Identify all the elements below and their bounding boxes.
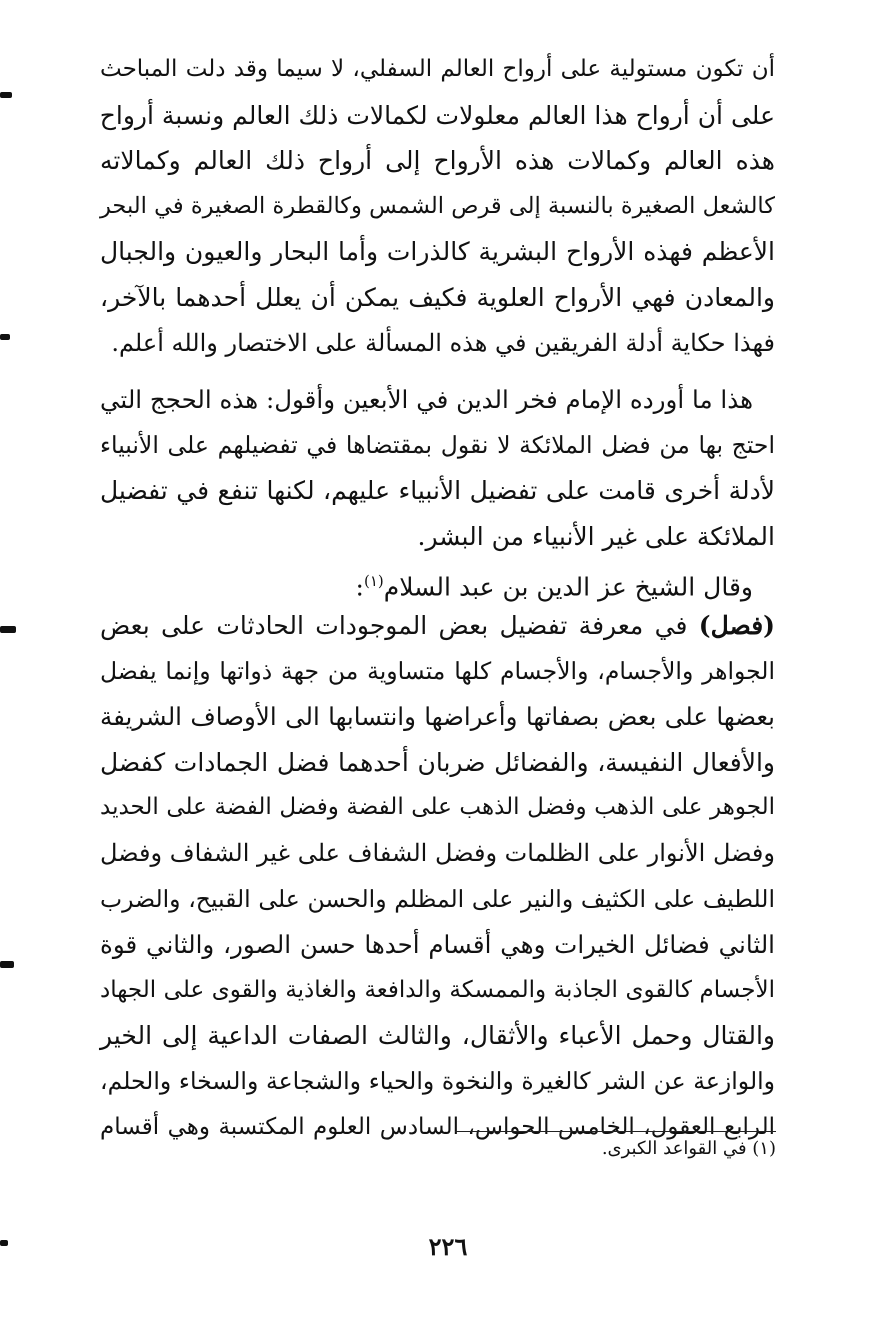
text-line: هذا ما أورده الإمام فخر الدين في الأبعين وأقول: هذه الحجج التي — [100, 385, 753, 414]
quote-intro-colon: : — [355, 572, 364, 602]
margin-mark — [0, 334, 10, 340]
section-heading: (فصل) — [698, 611, 775, 640]
margin-mark — [0, 626, 16, 633]
text-line: والقتال وحمل الأعباء والأثقال، والثالث الصفات الداعية إلى الخير — [100, 1021, 775, 1051]
text-line: كالشعل الصغيرة بالنسبة إلى قرص الشمس وكالقطرة الصغيرة في البحر — [100, 192, 775, 219]
text-line: والأفعال النفيسة، والفضائل ضربان أحدهما فضل الجمادات كفضل — [100, 747, 775, 777]
text-line: فهذا حكاية أدلة الفريقين في هذه المسألة على الاختصار والله أعلم. — [111, 328, 775, 357]
text-line: والمعادن فهي الأرواح العلوية فكيف يمكن أن يعلل أحدهما بالآخر، — [100, 282, 775, 312]
footnote-separator — [455, 1131, 776, 1132]
text-line: والوازعة عن الشر كالغيرة والنخوة والحياء والشجاعة والسخاء والحلم، — [100, 1066, 775, 1095]
text-line: الرابع العقول، الخامس الحواس، السادس العلوم المكتسبة وهي أقسام — [100, 1113, 775, 1140]
paragraph-middle — [100, 377, 775, 610]
text-line: الأجسام كالقوى الجاذبة والممسكة والدافعة والغاذية والقوى على الجهاد — [100, 976, 775, 1003]
section-fasl — [100, 603, 775, 1150]
section-first-line — [100, 603, 775, 649]
margin-mark — [0, 1240, 8, 1246]
text-line: الأعظم فهذه الأرواح البشرية كالذرات وأما البحار والعيون والجبال — [100, 237, 775, 267]
paragraph-top — [100, 47, 775, 366]
text-line: لأدلة أخرى قامت على تفضيل الأنبياء عليهم، لكنها تنفع في تفضيل — [100, 476, 775, 506]
footnote: (١) في القواعد الكبرى. — [601, 1138, 776, 1159]
text-line: وفضل الأنوار على الظلمات وفضل الشفاف على غير الشفاف وفضل — [100, 838, 775, 867]
quote-intro: وقال الشيخ عز الدين بن عبد السلام — [383, 572, 753, 602]
margin-mark — [0, 961, 14, 968]
section-first-line-text: في معرفة تفضيل بعض الموجودات الحادثات على بعض — [100, 611, 688, 640]
text-line: اللطيف على الكثيف والنير على المظلم والحسن على القبيح، والضرب — [100, 884, 775, 913]
text-line: الجوهر على الذهب وفضل الذهب على الفضة وفضل الفضة على الحديد — [100, 794, 775, 821]
text-line: الملائكة على غير الأنبياء من البشر. — [417, 521, 775, 551]
text-line: على أن أرواح هذا العالم معلولات لكمالات ذلك العالم ونسبة أرواح — [99, 100, 775, 130]
text-line: الثاني فضائل الخيرات وهي أقسام أحدها حسن الصور، والثاني قوة — [100, 930, 775, 960]
text-line: هذه العالم وكمالات هذه الأرواح إلى أرواح ذلك العالم وكمالاته — [100, 146, 775, 176]
page-number: ٢٢٦ — [428, 1232, 468, 1261]
margin-mark — [0, 92, 12, 98]
text-line: بعضها على بعض بصفاتها وأعراضها وانتسابها الى الأوصاف الشريفة — [100, 702, 775, 732]
footnote-ref: (١) — [363, 572, 384, 591]
text-line: احتج بها من فضل الملائكة لا نقول بمقتضاها في تفضيلهم على الأنبياء — [100, 430, 775, 459]
text-line: أن تكون مستولية على أرواح العالم السفلي، لا سيما وقد دلت المباحث — [100, 56, 775, 82]
text-line: الجواهر والأجسام، والأجسام كلها متساوية من جهة ذواتها وإنما يفضل — [100, 656, 775, 685]
